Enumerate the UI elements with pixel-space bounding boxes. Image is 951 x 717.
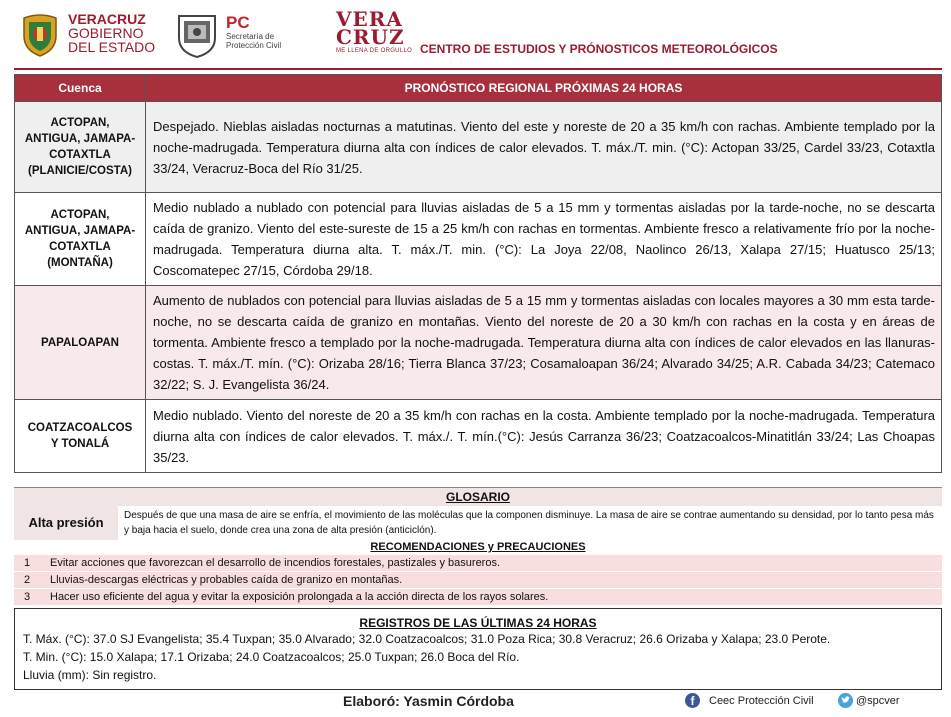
records-tmin: T. Min. (°C): 15.0 Xalapa; 17.1 Orizaba; 24.0 Coatzacoalcos; 25.0 Tuxpan; 26.0 Boca del Río. <box>23 650 520 664</box>
item-text: Evitar acciones que favorezcan el desarrollo de incendios forestales, pastizales y basureros. <box>50 557 501 569</box>
basin-name: COATZACOALCOS Y TONALÁ <box>15 400 146 473</box>
records-tmax: T. Máx. (°C): 37.0 SJ Evangelista; 35.4 Tuxpan; 35.0 Alvarado; 32.0 Coatzacoalcos; 31.0 Poza Rica; 30.8 Veracruz; 26.6 Orizaba y Xalapa; 23.0 Perote. <box>23 632 831 646</box>
gov-line-1: VERACRUZ <box>68 11 146 27</box>
pc-title: PC <box>226 13 250 32</box>
records-title: REGISTROS DE LAS ÚLTIMAS 24 HORAS <box>359 616 597 630</box>
col-forecast: PRONÓSTICO REGIONAL PRÓXIMAS 24 HORAS <box>146 75 942 102</box>
author-credit: Elaboró: Yasmin Córdoba <box>343 693 514 709</box>
glossary-definition: Después de que una masa de aire se enfría, el movimiento de las moléculas que la componen disminuye. La masa de aire se contrae aumentando su densidad, por lo tanto pesa más y baja hacia el suelo, donde crea una zona de alta presión (anticiclón). <box>124 510 934 536</box>
brand-tagline: ME LLENA DE ORGULLO <box>336 48 413 54</box>
pc-sub-2: Protección Civil <box>226 41 282 50</box>
glossary-section <box>14 487 942 606</box>
forecast-table-header <box>15 75 942 102</box>
records-box <box>14 608 942 690</box>
veracruz-brand-logo <box>336 7 416 54</box>
basin-name: ACTOPAN, ANTIGUA, JAMAPA-COTAXTLA (MONTAÑA) <box>15 193 146 286</box>
gov-line-3: DEL ESTADO <box>68 39 156 55</box>
item-number: 3 <box>24 591 31 603</box>
table-row <box>15 400 942 473</box>
records-rain: Lluvia (mm): Sin registro. <box>23 668 157 682</box>
table-row <box>15 193 942 286</box>
glossary-entry <box>14 506 942 540</box>
forecast-table <box>14 74 942 473</box>
item-number: 1 <box>24 557 31 569</box>
civil-protection-shield-icon <box>175 10 219 58</box>
glossary-title: GLOSARIO <box>14 488 942 506</box>
forecast-text: Medio nublado. Viento del noreste de 20 a 35 km/h con rachas en la costa. Ambiente templado por la noche-madrugada. Temperatura diurna alta con índices de calor elevados. T. máx./. T. mín.(°C): Jesús Carranza 36/23; Coatzacoalcos-Minatitlán 33/24; Las Choapas 35/23. <box>146 400 942 473</box>
table-row <box>15 286 942 400</box>
facebook-link[interactable]: Ceec Protección Civil <box>709 695 814 707</box>
center-title: CENTRO DE ESTUDIOS Y PRÓNOSTICOS METEOROLÓGICOS <box>420 42 778 56</box>
forecast-text: Medio nublado a nublado con potencial para lluvias aisladas de 5 a 15 mm y tormentas aisladas por la tarde-noche, no se descarta caída de granizo. Viento del este-sureste de 15 a 25 km/h con rachas en tormentas. Ambiente fresco a relativamente frío por la noche-madrugada. Temperatura diurna alta. T. máx./T. min. (°C): La Joya 22/08, Naolinco 26/13, Xalapa 27/15; Huatusco 25/13; Coscomatepec 27/15, Córdoba 29/18. <box>146 193 942 286</box>
basin-name: ACTOPAN, ANTIGUA, JAMAPA-COTAXTLA (PLANICIE/COSTA) <box>15 102 146 193</box>
page-header <box>0 0 951 70</box>
government-logo-text <box>68 12 155 54</box>
list-item <box>14 572 942 589</box>
header-divider <box>14 68 942 70</box>
recommendations-title: RECOMENDACIONES y PRECAUCIONES <box>14 540 942 555</box>
pc-logo-text <box>226 14 281 50</box>
brand-line-2: CRUZ <box>336 25 405 49</box>
list-item <box>14 589 942 606</box>
facebook-icon[interactable]: f <box>685 693 700 708</box>
item-number: 2 <box>24 574 31 586</box>
forecast-text: Despejado. Nieblas aisladas nocturnas a matutinas. Viento del este y noreste de 20 a 35 km/h con rachas. Ambiente templado por la noche-madrugada. Temperatura diurna alta con índices de calor elevados. T. máx./T. min. (°C): Actopan 33/25, Cardel 33/23, Cotaxtla 33/24, Veracruz-Boca del Río 31/25. <box>146 102 942 193</box>
table-row <box>15 102 942 193</box>
list-item <box>14 555 942 572</box>
item-text: Hacer uso eficiente del agua y evitar la exposición prolongada a la acción directa de los rayos solares. <box>50 591 549 603</box>
veracruz-coat-of-arms-icon <box>16 10 64 58</box>
forecast-text: Aumento de nublados con potencial para lluvias aisladas de 5 a 15 mm y tormentas aisladas con locales mayores a 30 mm esta tarde-noche, no se descarta caída de granizo en montañas. Viento del noreste de 20 a 30 km/h con rachas en la costa y en áreas de tormenta. Ambiente fresco a templado por la noche-madrugada. Temperatura diurna alta con índices de calor elevados en las llanuras-costas. T. máx./T. mín. (°C): Orizaba 28/16; Tierra Blanca 37/23; Cosamaloapan 36/24; Alvarado 34/25; A.R. Cabada 34/23; Catemaco 32/22; S. J. Evangelista 36/24. <box>146 286 942 400</box>
brand-line-1: VERA <box>336 7 403 31</box>
twitter-link[interactable]: @spcver <box>856 695 900 707</box>
item-text: Lluvias-descargas eléctricas y probables caída de granizo en montañas. <box>50 574 403 586</box>
glossary-term: Alta presión <box>14 506 118 540</box>
basin-name: PAPALOAPAN <box>15 286 146 400</box>
twitter-icon[interactable] <box>838 693 853 708</box>
pc-sub-1: Secretaría de <box>226 32 275 41</box>
gov-line-2: GOBIERNO <box>68 25 144 41</box>
col-basin: Cuenca <box>15 75 146 102</box>
